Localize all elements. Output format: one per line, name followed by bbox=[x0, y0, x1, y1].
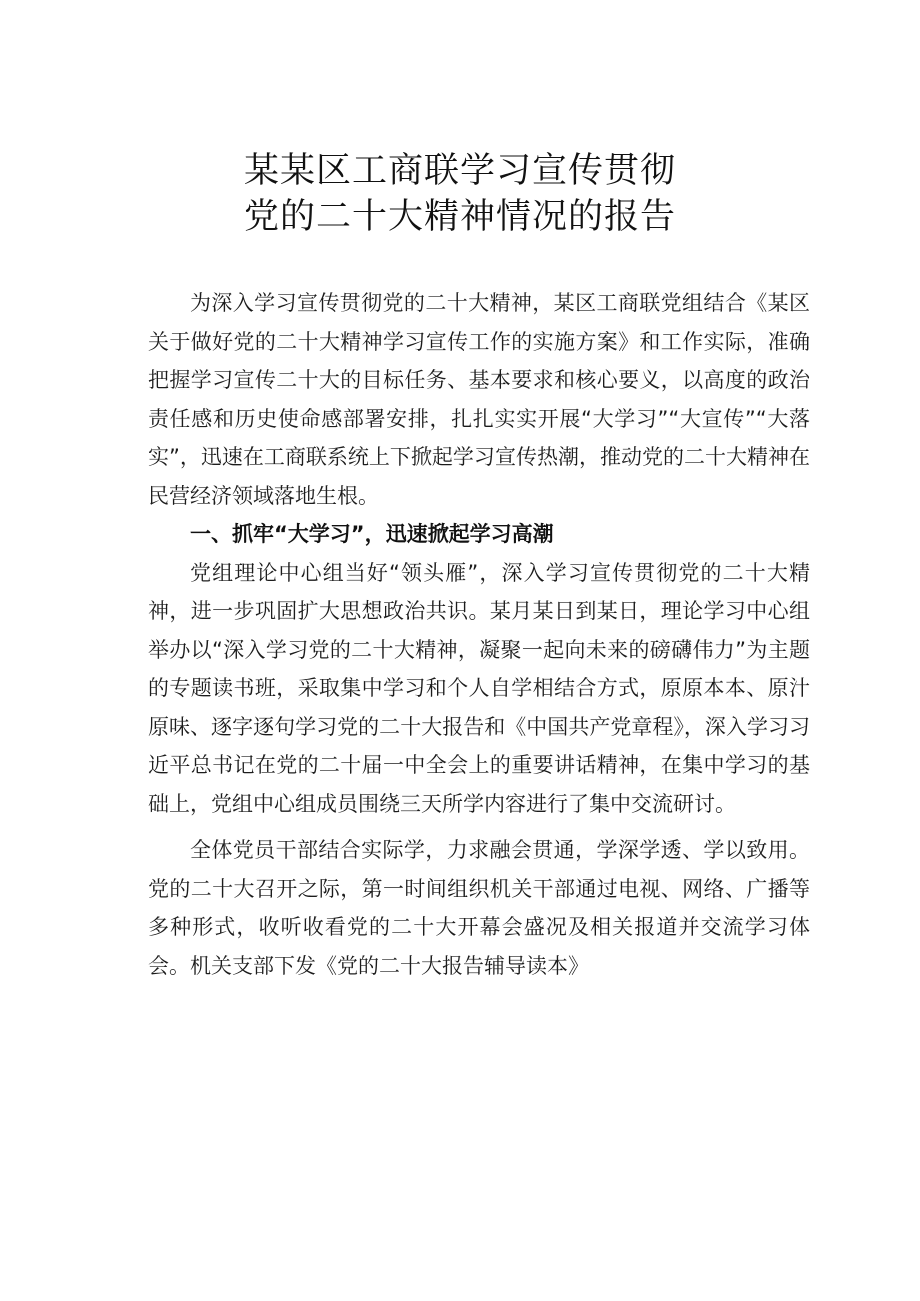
title-line-2: 党的二十大精神情况的报告 bbox=[243, 197, 676, 237]
section-1-paragraph-1: 党组理论中心组当好“领头雁”，深入学习宣传贯彻党的二十大精神，进一步巩固扩大思想政治共识。某月某日到某日，理论学习中心组举办以“深入学习党的二十大精神，凝聚一起向未来的磅礴伟力”为主题的专题读书班，采取集中学习和个人自学相结合方式，原原本本、原汁原味、逐字逐句学习党的二十大报告和《中国共产党章程》，深入学习习近平总书记在党的二十届一中全会上的重要讲话精神，在集中学习的基础上，党组中心组成员围绕三天所学内容进行了集中交流研讨。 bbox=[148, 560, 810, 816]
section-1-heading: 一、抓牢“大学习”，迅速掀起学习高潮 bbox=[190, 522, 554, 546]
intro-paragraph: 为深入学习宣传贯彻党的二十大精神，某区工商联党组结合《某区关于做好党的二十大精神学习宣传工作的实施方案》和工作实际，准确把握学习宣传二十大的目标任务、基本要求和核心要义，以高度的政治责任感和历史使命感部署安排，扎扎实实开展“大学习”“大宣传”“大落实”，迅速在工商联系统上下掀起学习宣传热潮，推动党的二十大精神在民营经济领域落地生根。 bbox=[148, 291, 810, 508]
title-line-1: 某某区工商联学习宣传贯彻 bbox=[243, 151, 676, 191]
document-title bbox=[0, 148, 920, 240]
section-1-paragraph-2: 全体党员干部结合实际学，力求融会贯通，学深学透、学以致用。党的二十大召开之际，第一时间组织机关干部通过电视、网络、广播等多种形式，收听收看党的二十大开幕会盛况及相关报道并交流学习体会。机关支部下发《党的二十大报告辅导读本》 bbox=[148, 838, 810, 978]
document-body bbox=[148, 284, 810, 985]
